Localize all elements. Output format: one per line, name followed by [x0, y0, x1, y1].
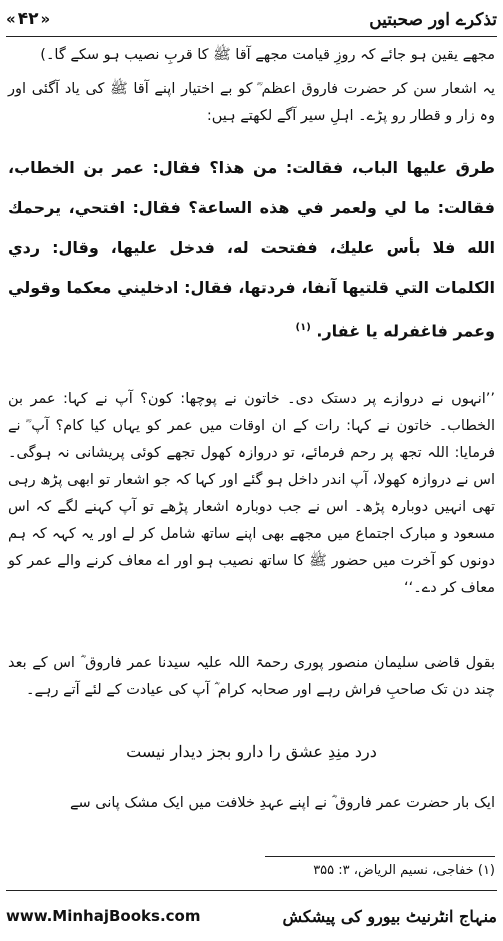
- persian-verse: درد منِدِ عشق را دارو بجز دیدار نیست: [126, 742, 377, 761]
- paragraph-3: ’’انہوں نے دروازے پر دستک دی۔ خاتون نے پوچھا: کون؟ آپ نے کہا: عمر بن الخطاب۔ خاتون نے کہا: رات کے ان اوقات میں عمر کو یہاں کیا کام؟ آپ ؓ نے فرمایا: اللہ تجھ پر رحم فرمائے، تو دروازہ کھول تجھے کوئی پریشانی نہ ہوگی۔ اس نے دروازہ کھولا، آپ اندر داخل ہو گئے اور کہا کہ جو اشعار تو ابھی پڑھ رہی تھی انہیں دوبارہ پڑھ۔ اس نے جب دوبارہ اشعار پڑھے تو آپ کہنے لگے کہ اس مسعود و مبارک اجتماع میں مجھے بھی اپنے ساتھ شامل کر لے اور یہ کہہ کہ ہم دونوں کو آخرت میں حضور ﷺ کا ساتھ نصیب ہو اور اے معاف کرنے والے عمر کو معاف کر دے۔‘‘: [8, 391, 495, 596]
- paragraph-1: مجھے یقین ہو جائے کہ روزِ قیامت مجھے آقا ﷺ کا قربِ نصیب ہو سکے گا۔): [40, 47, 495, 63]
- paragraph-4: بقول قاضی سلیمان منصور پوری رحمۃ اللہ علیہ سیدنا عمر فاروق ؓ اس کے بعد چند دن تک صاحبِ فراش رہے اور صحابہ کرام ؓ آپ کی عیادت کے لئے آتے رہے۔: [8, 655, 495, 698]
- page-number-text: ۴۲: [17, 9, 39, 29]
- footnote-divider: [265, 856, 495, 857]
- paragraph-5: ایک بار حضرت عمر فاروق ؓ نے اپنے عہدِ خلافت میں ایک مشک پانی سے: [69, 795, 495, 811]
- footer-divider: [6, 890, 497, 891]
- website-link[interactable]: www.MinhajBooks.com: [6, 907, 201, 925]
- page-header: [6, 2, 497, 36]
- paragraph-2: یہ اشعار سن کر حضرت فاروق اعظم ؓ کو بے اختیار اپنے آقا ﷺ کی یاد آگئی اور وہ زار و قطار رو پڑے۔ اہلِ سیر آگے لکھتے ہیں:: [8, 81, 495, 124]
- ornament-right-icon: »: [40, 10, 51, 28]
- page-number: [6, 9, 50, 29]
- running-title: تذکرے اور صحبتیں: [369, 9, 497, 30]
- publisher-credit: منہاج انٹرنیٹ بیورو کی پیشکش: [282, 906, 497, 926]
- header-divider: [6, 36, 497, 37]
- footnote: (۱) خفاجی، نسیم الریاض، ۳: ۳۵۵: [313, 863, 495, 878]
- arabic-quote: [8, 148, 495, 351]
- arabic-quote-text: طرق عليها الباب، فقالت: من هذا؟ فقال: عمر بن الخطاب، فقالت: ما لي ولعمر في هذه الساعة؟ فقال: افتحي، يرحمك الله فلا بأس عليك، ففتحت له، فدخل عليها، وقال: ردي الكلمات التي قلتيها آنفا، فردتها، فقال: ادخليني معكما وقولي وعمر فاغفرله يا غفار.: [8, 158, 495, 341]
- page-footer: [6, 896, 497, 936]
- footnote-marker: (۱): [295, 322, 311, 333]
- ornament-left-icon: «: [6, 10, 16, 28]
